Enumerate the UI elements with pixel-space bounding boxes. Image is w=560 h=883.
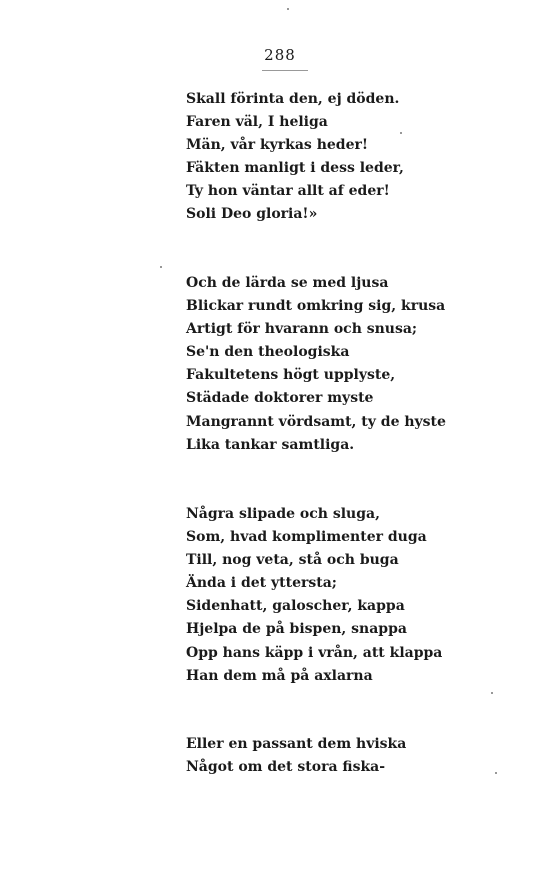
paper-speck	[495, 772, 497, 774]
poem-line: Fäkten manligt i dess leder,	[186, 160, 404, 177]
poem-line: Blickar rundt omkring sig, krusa	[186, 298, 446, 315]
poem-line: Hjelpa de på bispen, snappa	[186, 621, 407, 638]
poem-line: Fakultetens högt upplyste,	[186, 367, 396, 384]
poem-line: Något om det stora fiska-	[186, 759, 386, 776]
stanza-4	[186, 733, 406, 779]
poem-line: Skall förinta den, ej döden.	[186, 91, 400, 107]
poem-line: Några slipade och sluga,	[186, 506, 380, 522]
poem-line: Lika tankar samtliga.	[186, 436, 355, 453]
poem-line: Sidenhatt, galoscher, kappa	[186, 598, 405, 615]
paper-speck	[160, 266, 162, 268]
page-number-rule	[262, 70, 308, 71]
stanza-1	[186, 88, 404, 227]
poem-line: Ty hon väntar allt af eder!	[186, 183, 390, 200]
poem-line: Faren väl, I heliga	[186, 114, 328, 131]
paper-speck	[400, 132, 402, 134]
stanza-3	[186, 503, 442, 688]
stanza-2	[186, 272, 446, 457]
poem-line: Mangrannt vördsamt, ty de hyste	[186, 413, 446, 430]
poem-line: Opp hans käpp i vrån, att klappa	[186, 644, 443, 661]
poem-line: Män, vår kyrkas heder!	[186, 137, 368, 154]
poem-line: Soli Deo gloria!»	[186, 206, 318, 223]
poem-line: Till, nog veta, stå och buga	[186, 552, 399, 569]
page-number: 288	[264, 46, 296, 64]
poem-line: Se'n den theologiska	[186, 344, 350, 361]
paper-speck	[287, 8, 289, 10]
paper-speck	[491, 692, 493, 694]
poem-line: Ända i det yttersta;	[186, 575, 337, 592]
poem-line: Och de lärda se med ljusa	[186, 275, 389, 291]
poem-line: Städade doktorer myste	[186, 390, 374, 407]
poem-line: Han dem må på axlarna	[186, 667, 373, 684]
poem-line: Artigt för hvarann och snusa;	[186, 321, 418, 338]
poem-line: Som, hvad komplimenter duga	[186, 529, 427, 546]
poem-line: Eller en passant dem hviska	[186, 736, 407, 752]
